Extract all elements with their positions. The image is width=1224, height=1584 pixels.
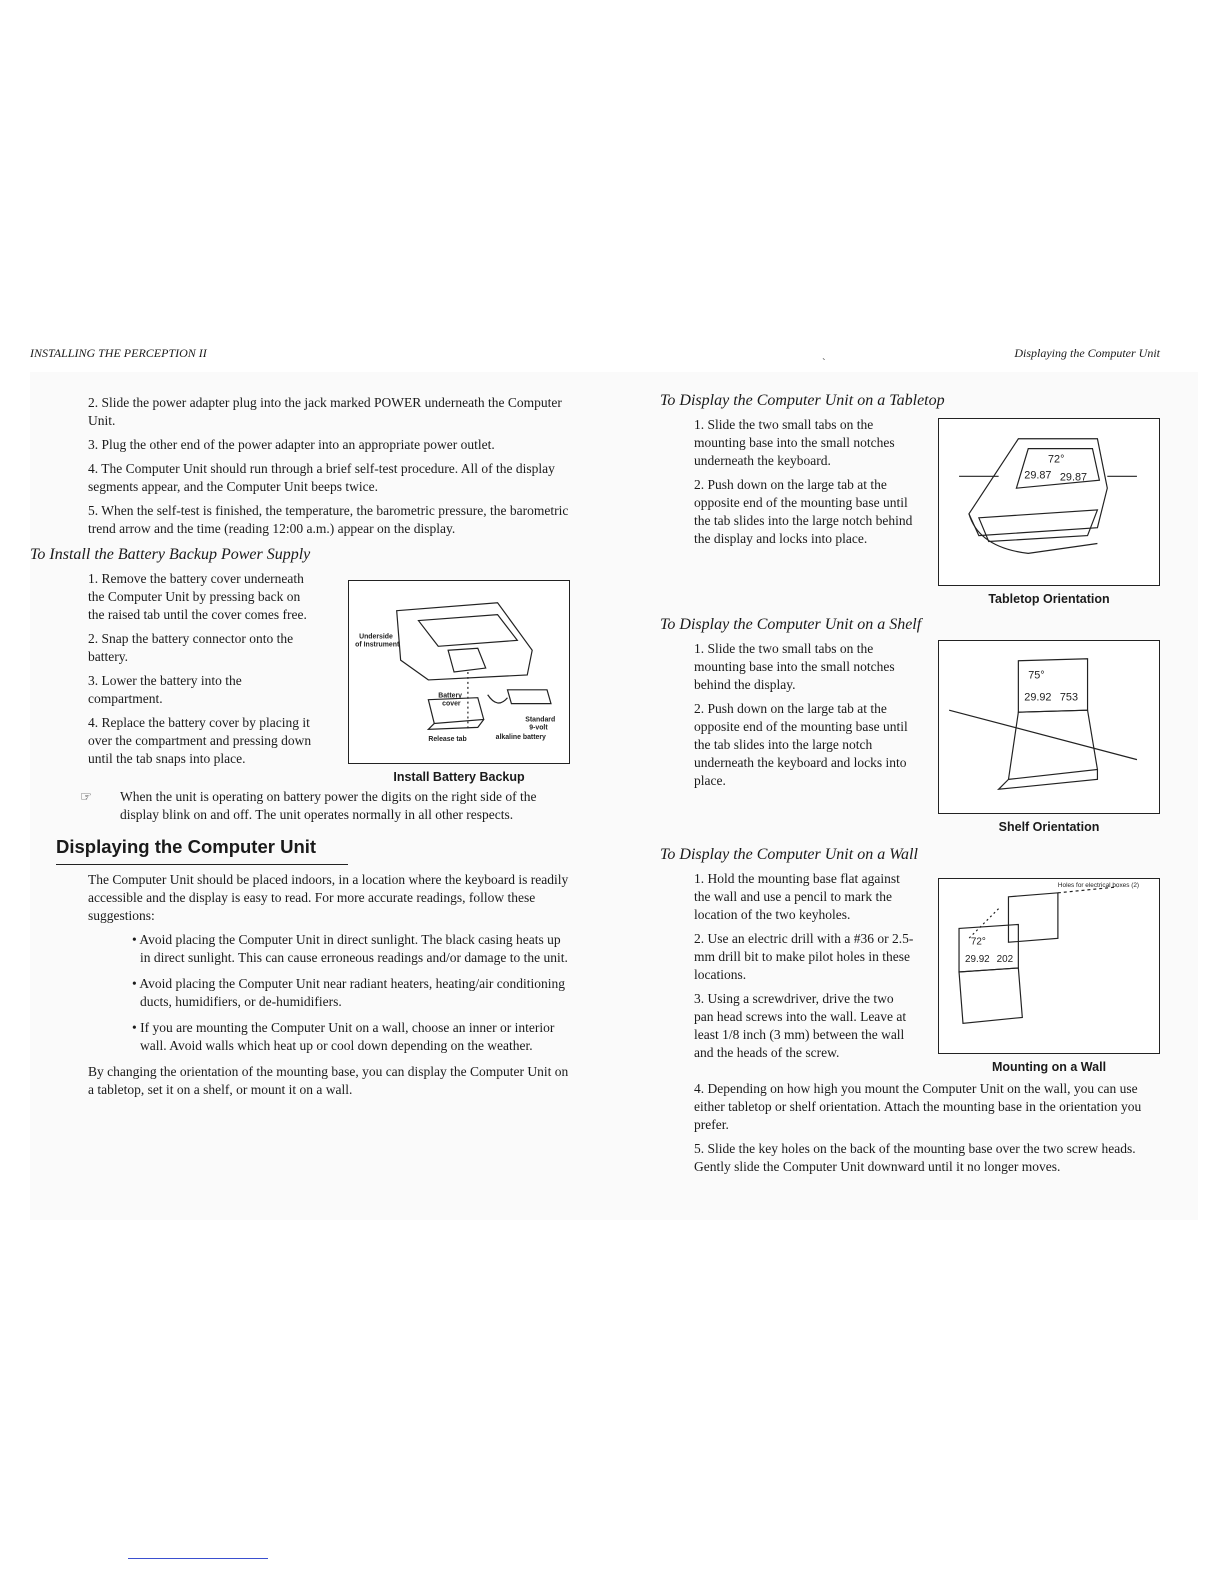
label-underside-2: of Instrument bbox=[355, 641, 400, 649]
shelf-illustration bbox=[939, 641, 1159, 813]
unit-display bbox=[1018, 659, 1087, 712]
shelf-figure bbox=[938, 640, 1160, 834]
wall-step: 5. Slide the key holes on the back of the mounting base over the two screw heads. Gently slide the Computer Unit downward until it no longer moves. bbox=[694, 1141, 1136, 1174]
battery-figure-box bbox=[348, 580, 570, 764]
unit-keyboard bbox=[959, 968, 1022, 1023]
tabletop-illustration bbox=[939, 419, 1159, 585]
display-temp: 72° bbox=[1048, 453, 1065, 466]
intro-step: 4. The Computer Unit should run through a brief self-test procedure. All of the display segments appear, and the Computer Unit beeps twice. bbox=[88, 461, 555, 494]
tabletop-caption: Tabletop Orientation bbox=[988, 592, 1110, 606]
wall-figure bbox=[938, 870, 1160, 1074]
display-temp: 72° bbox=[970, 936, 986, 948]
wall-caption: Mounting on a Wall bbox=[991, 1060, 1107, 1074]
battery-figure bbox=[348, 570, 570, 784]
right-column bbox=[660, 392, 1160, 1182]
left-column bbox=[30, 394, 570, 1105]
running-header-left: INSTALLING THE PERCEPTION II bbox=[30, 346, 207, 360]
label-underside: Underside bbox=[359, 633, 393, 641]
tabletop-step: 1. Slide the two small tabs on the mounting base into the small notches underneath the keyboard. bbox=[694, 417, 895, 468]
battery-illustration bbox=[349, 581, 569, 763]
battery-step: 2. Snap the battery connector onto the battery. bbox=[88, 631, 294, 664]
wall-heading: To Display the Computer Unit on a Wall bbox=[660, 846, 918, 863]
tabletop-heading: To Display the Computer Unit on a Tabletop bbox=[660, 392, 945, 409]
wall-step: 1. Hold the mounting base flat against the wall and use a pencil to mark the location of the two keyholes. bbox=[694, 871, 900, 922]
tabletop-figure bbox=[938, 416, 1160, 606]
display-baro-2: 29.87 bbox=[1059, 471, 1088, 484]
battery-compartment bbox=[448, 648, 486, 672]
display-other: 753 bbox=[1059, 691, 1078, 704]
suggestion-bullet: • Avoid placing the Computer Unit near radiant heaters, heating/air conditioning ducts, humidifiers, or de-humidifiers. bbox=[132, 976, 565, 1009]
holes-label: Holes for electrical boxes (2) bbox=[1057, 881, 1140, 889]
shelf-line bbox=[949, 710, 1137, 759]
stray-mark: ` bbox=[822, 357, 826, 369]
display-baro: 29.92 bbox=[964, 954, 990, 966]
label-battery-cover-2: cover bbox=[442, 700, 461, 708]
battery-steps bbox=[88, 570, 312, 784]
battery-heading: To Install the Battery Backup Power Supply bbox=[30, 546, 311, 563]
suggestion-bullet: • Avoid placing the Computer Unit in direct sunlight. The black casing heats up in direct sunlight. This can cause erroneous readings and/or damage to the unit. bbox=[132, 932, 568, 965]
shelf-heading: To Display the Computer Unit on a Shelf bbox=[660, 616, 922, 633]
shelf-step: 2. Push down on the large tab at the opposite end of the mounting base until the tab slides into the large notch underneath the keyboard and locks into place. bbox=[694, 701, 908, 788]
tabletop-section bbox=[694, 416, 1160, 606]
tabletop-steps bbox=[694, 416, 916, 606]
wall-step: 4. Depending on how high you mount the Computer Unit on the wall, you can use either tabletop or shelf orientation. Attach the mounting base in the orientation you prefer. bbox=[694, 1081, 1142, 1132]
battery-caption: Install Battery Backup bbox=[393, 770, 525, 784]
battery-step: 1. Remove the battery cover underneath the Computer Unit by pressing back on the raised tab until the cover comes free. bbox=[88, 571, 307, 622]
display-baro: 29.87 bbox=[1024, 469, 1052, 482]
label-standard-3: alkaline battery bbox=[495, 734, 546, 742]
tabletop-figure-box bbox=[938, 418, 1160, 586]
battery-outline bbox=[507, 690, 551, 704]
battery-note-text: When the unit is operating on battery power the digits on the right side of the display blink on and off. The unit operates normally in all other respects. bbox=[120, 789, 537, 822]
display-outline bbox=[418, 615, 517, 647]
shelf-caption: Shelf Orientation bbox=[998, 820, 1100, 834]
display-baro: 29.92 bbox=[1024, 691, 1052, 704]
label-battery-cover: Battery bbox=[438, 692, 463, 700]
display-other: 202 bbox=[996, 954, 1014, 966]
intro-step: 3. Plug the other end of the power adapter into an appropriate power outlet. bbox=[88, 437, 495, 452]
battery-step: 4. Replace the battery cover by placing it over the compartment and pressing down until the tab snaps into place. bbox=[88, 715, 312, 766]
running-header-right: Displaying the Computer Unit bbox=[1014, 346, 1160, 360]
unit-body bbox=[969, 439, 1107, 536]
shelf-figure-box bbox=[938, 640, 1160, 814]
wall-illustration bbox=[939, 879, 1159, 1053]
section-title: Displaying the Computer Unit bbox=[56, 836, 348, 865]
mounting-base bbox=[969, 514, 1097, 554]
battery-note bbox=[80, 788, 570, 824]
battery-wire bbox=[488, 695, 508, 703]
wall-step: 3. Using a screwdriver, drive the two pan head screws into the wall. Leave at least 1/8 inch (3 mm) between the wall and the heads of the screw. bbox=[694, 991, 907, 1060]
wall-figure-box bbox=[938, 878, 1160, 1054]
shelf-steps bbox=[694, 640, 916, 834]
tabletop-step: 2. Push down on the large tab at the opposite end of the mounting base until the tab slides into the large notch behind the display and locks into place. bbox=[694, 477, 913, 546]
guide-line bbox=[969, 909, 999, 939]
shelf-step: 1. Slide the two small tabs on the mounting base into the small notches behind the display. bbox=[694, 641, 895, 692]
battery-step: 3. Lower the battery into the compartment. bbox=[88, 673, 242, 706]
wall-section bbox=[694, 870, 1160, 1074]
wall-step: 2. Use an electric drill with a #36 or 2.5-mm drill bit to make pilot holes in these locations. bbox=[694, 931, 914, 982]
wall-steps bbox=[694, 870, 916, 1074]
label-standard-2: 9-volt bbox=[529, 724, 548, 732]
shelf-section bbox=[694, 640, 1160, 834]
unit-keyboard bbox=[979, 510, 1098, 542]
mounting-base-on-wall bbox=[1008, 893, 1057, 942]
intro-step: 5. When the self-test is finished, the temperature, the barometric pressure, the barometric trend arrow and the time (reading 12:00 a.m.) appear on the display. bbox=[88, 503, 569, 536]
section-intro: The Computer Unit should be placed indoors, in a location where the keyboard is readily accessible and the display is easy to read. For more accurate readings, follow these suggestions: bbox=[88, 872, 569, 923]
display-temp: 75° bbox=[1028, 669, 1045, 682]
suggestion-bullet: • If you are mounting the Computer Unit on a wall, choose an inner or interior wall. Avoid walls which heat up or cool down depending on the weather. bbox=[132, 1020, 555, 1053]
footer-rule bbox=[128, 1558, 268, 1559]
pointing-hand-icon: ☞ bbox=[80, 789, 93, 804]
label-standard: Standard bbox=[525, 716, 556, 724]
battery-section bbox=[88, 570, 570, 784]
label-release-tab: Release tab bbox=[428, 736, 467, 744]
intro-step: 2. Slide the power adapter plug into the jack marked POWER underneath the Computer Unit. bbox=[88, 395, 562, 428]
release-tab-outline bbox=[428, 719, 483, 729]
unit-keyboard bbox=[1008, 710, 1097, 779]
closing-paragraph: By changing the orientation of the mounting base, you can display the Computer Unit on a tabletop, set it on a shelf, or mount it on a wall. bbox=[88, 1064, 569, 1097]
